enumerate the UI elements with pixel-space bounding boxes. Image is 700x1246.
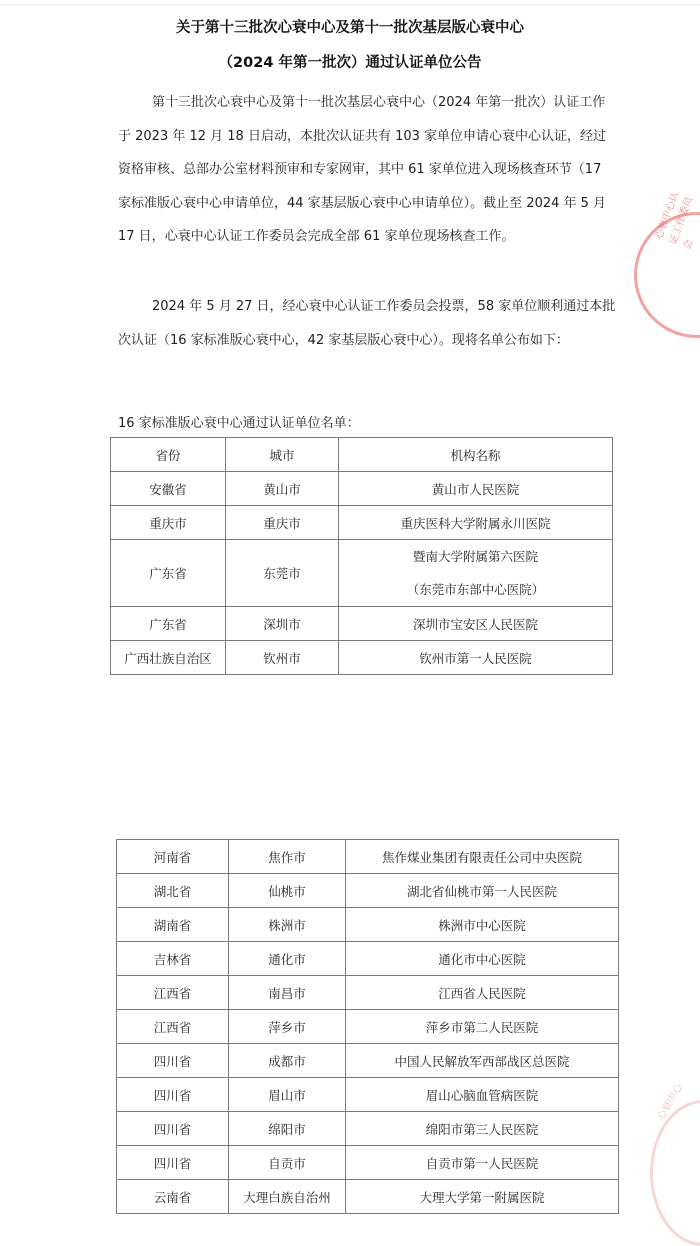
cell-institution: 自贡市第一人民医院	[346, 1146, 619, 1180]
header-institution: 机构名称	[339, 438, 613, 472]
cell-city: 眉山市	[229, 1078, 346, 1112]
cell-city: 绵阳市	[229, 1112, 346, 1146]
table-row	[117, 1146, 619, 1180]
cell-institution	[339, 540, 613, 607]
table-row	[117, 1010, 619, 1044]
cell-institution: 黄山市人民医院	[339, 472, 613, 506]
cell-institution: 湖北省仙桃市第一人民医院	[346, 874, 619, 908]
official-seal-bottom-text: 心衰中心	[655, 1082, 685, 1123]
cell-city: 自贡市	[229, 1146, 346, 1180]
document-title-line1: 关于第十三批次心衰中心及第十一批次基层版心衰中心	[176, 20, 524, 36]
table-row	[111, 540, 613, 607]
table-row	[117, 942, 619, 976]
header-city: 城市	[226, 438, 339, 472]
cell-city: 深圳市	[226, 607, 339, 641]
table-row	[111, 641, 613, 675]
table-row	[111, 472, 613, 506]
paragraph-intro	[118, 86, 618, 254]
table-row	[117, 1180, 619, 1214]
cell-institution: 绵阳市第三人民医院	[346, 1112, 619, 1146]
cell-city: 株洲市	[229, 908, 346, 942]
cell-city: 通化市	[229, 942, 346, 976]
cell-city: 成都市	[229, 1044, 346, 1078]
cell-city: 重庆市	[226, 506, 339, 540]
cell-institution: 重庆医科大学附属永川医院	[339, 506, 613, 540]
cell-institution: 焦作煤业集团有限责任公司中央医院	[346, 840, 619, 874]
paragraph-result	[118, 290, 618, 357]
standard-centers-table	[110, 437, 613, 675]
list-title: 16 家标准版心衰中心通过认证单位名单：	[118, 416, 360, 431]
cell-city: 钦州市	[226, 641, 339, 675]
cell-city: 黄山市	[226, 472, 339, 506]
cell-province: 四川省	[117, 1146, 229, 1180]
cell-city: 大理白族自治州	[229, 1180, 346, 1214]
table-row	[117, 840, 619, 874]
cell-city: 焦作市	[229, 840, 346, 874]
table-row	[117, 874, 619, 908]
cell-city: 萍乡市	[229, 1010, 346, 1044]
cell-province: 重庆市	[111, 506, 226, 540]
cell-province: 四川省	[117, 1044, 229, 1078]
table-row	[111, 506, 613, 540]
header-province: 省份	[111, 438, 226, 472]
cell-institution: 深圳市宝安区人民医院	[339, 607, 613, 641]
cell-institution: 萍乡市第二人民医院	[346, 1010, 619, 1044]
paragraph-intro-text: 第十三批次心衰中心及第十一批次基层心衰中心（2024 年第一批次）认证工作于 2023 年 12 月 18 日启动，本批次认证共有 103 家单位申请心衰中心认证，经过资格审核、总部办公室材料预审和专家网审，其中 61 家单位进入现场核查环节（17 家标准版心衰中心申请单位，44 家基层版心衰中心申请单位）。截止至 2024 年 5 月 17 日，心衰中心认证工作委员会完成全部 61 家单位现场核查工作。	[118, 95, 607, 244]
table-row	[117, 1044, 619, 1078]
cell-province: 吉林省	[117, 942, 229, 976]
cell-institution: 大理大学第一附属医院	[346, 1180, 619, 1214]
table-row	[117, 908, 619, 942]
cell-city: 仙桃市	[229, 874, 346, 908]
cell-province: 广西壮族自治区	[111, 641, 226, 675]
cell-institution: 眉山心脑血管病医院	[346, 1078, 619, 1112]
cell-province: 江西省	[117, 1010, 229, 1044]
institution-alias: （东莞市东部中心医院）	[406, 582, 545, 597]
cell-province: 四川省	[117, 1078, 229, 1112]
institution-name: 暨南大学附属第六医院	[412, 549, 538, 564]
table-row	[117, 1112, 619, 1146]
cell-institution: 株洲市中心医院	[346, 908, 619, 942]
document-title-line2: （2024 年第一批次）通过认证单位公告	[218, 55, 482, 71]
standard-centers-table-continued	[116, 839, 619, 1214]
cell-city: 东莞市	[226, 540, 339, 607]
official-seal-bottom	[650, 1100, 700, 1246]
cell-province: 云南省	[117, 1180, 229, 1214]
cell-institution: 江西省人民医院	[346, 976, 619, 1010]
official-seal-text: 心衰中心认证工作委员会	[653, 190, 696, 252]
cell-province: 河南省	[117, 840, 229, 874]
cell-province: 四川省	[117, 1112, 229, 1146]
table-row	[117, 976, 619, 1010]
cell-province: 江西省	[117, 976, 229, 1010]
top-divider	[0, 4, 700, 5]
cell-province: 广东省	[111, 607, 226, 641]
table-row	[111, 607, 613, 641]
cell-city: 南昌市	[229, 976, 346, 1010]
table-header-row	[111, 438, 613, 472]
cell-province: 湖北省	[117, 874, 229, 908]
cell-province: 广东省	[111, 540, 226, 607]
table-row	[117, 1078, 619, 1112]
paragraph-result-text: 2024 年 5 月 27 日，经心衰中心认证工作委员会投票，58 家单位顺利通过本批次认证（16 家标准版心衰中心，42 家基层版心衰中心）。现将名单公布如下：	[118, 299, 616, 348]
cell-province: 湖南省	[117, 908, 229, 942]
cell-institution: 钦州市第一人民医院	[339, 641, 613, 675]
cell-institution: 通化市中心医院	[346, 942, 619, 976]
cell-province: 安徽省	[111, 472, 226, 506]
cell-institution: 中国人民解放军西部战区总医院	[346, 1044, 619, 1078]
